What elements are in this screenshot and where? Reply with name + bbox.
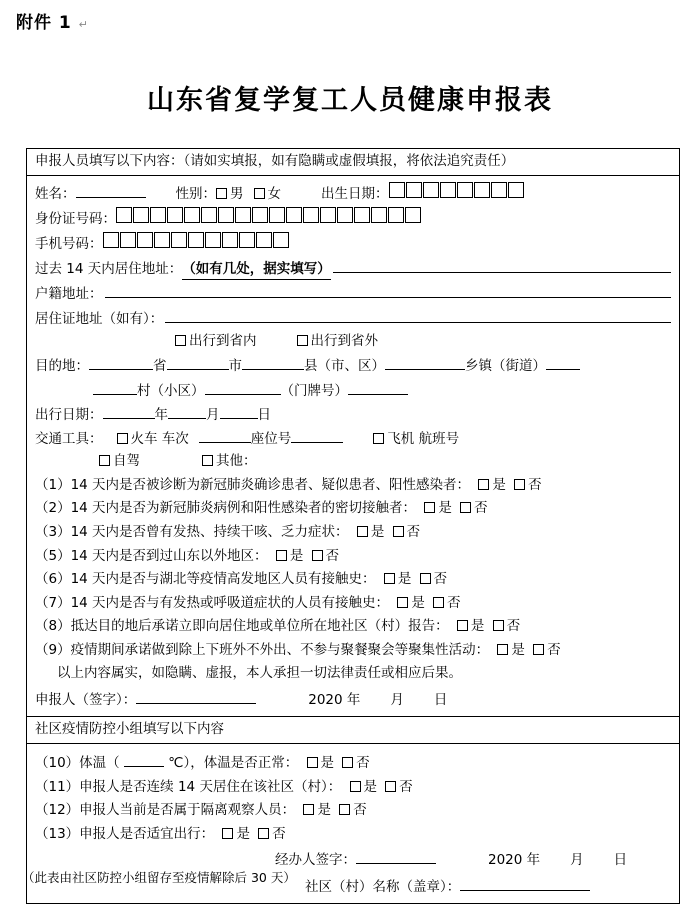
checkbox-icon[interactable]: [424, 502, 435, 513]
no-label: 否: [406, 523, 421, 540]
yes-label: 是: [411, 594, 425, 611]
checkbox-icon[interactable]: [384, 573, 395, 584]
yes-label: 是: [317, 802, 331, 819]
checkbox-icon[interactable]: [202, 455, 213, 466]
sign-month-label: 月: [390, 691, 404, 708]
page-title: 山东省复学复工人员健康申报表: [147, 85, 553, 116]
yes-label: 是: [320, 755, 334, 771]
checkbox-icon[interactable]: [350, 781, 361, 792]
checkbox-icon[interactable]: [222, 828, 233, 839]
yes-label: 是: [492, 476, 506, 493]
transport-self-option[interactable]: [99, 452, 140, 472]
row-phone: [35, 232, 671, 255]
yes-label: 是: [236, 825, 250, 842]
question-row: [35, 825, 671, 845]
health-declaration-form: [26, 148, 680, 904]
gender-female-option[interactable]: [254, 185, 282, 205]
transport-other-option[interactable]: [202, 452, 257, 472]
phone-label: 手机号码：: [35, 236, 103, 253]
checkbox-icon[interactable]: [460, 502, 471, 513]
sign-day-label: 日: [613, 852, 628, 869]
checkbox-icon[interactable]: [216, 188, 227, 199]
travel-out-province-option[interactable]: [297, 332, 379, 352]
checkbox-icon[interactable]: [117, 433, 128, 444]
travel-in-province-option[interactable]: [175, 332, 257, 352]
village-label: 村（小区）: [137, 382, 205, 399]
checkbox-icon[interactable]: [420, 573, 431, 584]
train-label: 火车 车次: [130, 431, 189, 448]
yes-label: 是: [397, 571, 412, 588]
question-row-temperature: [35, 752, 671, 774]
seat-number-input[interactable]: [291, 428, 343, 443]
question-text: （12）申报人当前是否属于隔离观察人员：: [35, 802, 296, 819]
checkbox-icon[interactable]: [478, 479, 489, 490]
travel-in-label: 出行到省内: [189, 333, 257, 350]
gender-male-label: 男: [230, 186, 244, 203]
checkbox-icon[interactable]: [342, 757, 353, 768]
row-destination: [35, 355, 671, 377]
checkbox-icon[interactable]: [276, 550, 287, 561]
section2-header: 社区疫情防控小组填写以下内容: [27, 716, 679, 744]
checkbox-icon[interactable]: [339, 804, 350, 815]
no-label: 否: [272, 825, 286, 842]
gender-male-option[interactable]: [216, 185, 244, 205]
no-label: 否: [325, 547, 340, 564]
row-destination-village: [35, 380, 671, 402]
question-row: [35, 523, 671, 543]
no-label: 否: [399, 778, 413, 795]
travel-year-input[interactable]: [103, 404, 155, 419]
question-row: [35, 778, 671, 798]
signer-label: 申报人（签字）：: [35, 691, 137, 708]
idcard-label: 身份证号码：: [35, 211, 116, 228]
address14-note: （如有几处，据实填写）: [182, 260, 331, 281]
question-text: （8）抵达目的地后承诺立即向居住地或单位所在地社区（村）报告：: [35, 618, 449, 635]
destination-label: 目的地：: [35, 358, 89, 374]
travel-out-label: 出行到省外: [310, 333, 378, 350]
row-travel-date: [35, 404, 671, 426]
row-idcard: [35, 207, 671, 230]
hukou-input[interactable]: [105, 283, 672, 298]
door-number-label: （门牌号）: [280, 382, 348, 399]
village-input-pre[interactable]: [93, 380, 137, 395]
checkbox-icon[interactable]: [493, 620, 504, 631]
row-travel-scope: [35, 332, 671, 352]
section1-body: [27, 176, 679, 717]
checkbox-icon[interactable]: [357, 526, 368, 537]
attachment-label: [16, 8, 89, 33]
question-row: [35, 476, 671, 496]
destination-county-label: 县（市、区）: [304, 358, 385, 374]
community-input[interactable]: [460, 876, 590, 891]
yes-label: 是: [470, 618, 485, 635]
row-transport-2: [35, 452, 671, 472]
destination-town-label: 乡镇（街道）: [465, 358, 546, 374]
signer-input[interactable]: [136, 689, 256, 704]
travel-day-input[interactable]: [220, 404, 258, 419]
door-number-input[interactable]: [348, 380, 408, 395]
temperature-label-a: （10）体温（: [35, 755, 120, 771]
village-input[interactable]: [205, 380, 281, 395]
row-signature: [35, 689, 671, 711]
phone-input-boxes[interactable]: [103, 232, 289, 248]
transport-train-option[interactable]: [117, 430, 189, 450]
other-transport-label: 其他：: [216, 453, 257, 470]
temperature-label-b: ℃），体温是否正常：: [168, 755, 299, 771]
no-label: 否: [433, 571, 448, 588]
destination-province-input[interactable]: [89, 355, 153, 370]
question-row: [35, 499, 671, 519]
no-label: 否: [474, 500, 488, 517]
question-row: [35, 594, 671, 614]
question-text: （11）申报人是否连续 14 天居住在该社区（村）：: [35, 778, 342, 795]
gender-label: 性别：: [175, 186, 216, 203]
question-text: （6）14 天内是否与湖北等疫情高发地区人员有接触史：: [35, 571, 376, 588]
question-text: （9）疫情期间承诺做到除上下班外不外出、不参与聚餐聚会等聚集性活动：: [35, 641, 490, 658]
checkbox-icon[interactable]: [433, 597, 444, 608]
question-text: （1）14 天内是否被诊断为新冠肺炎确诊患者、疑似患者、阳性感染者：: [35, 476, 471, 493]
checkbox-icon[interactable]: [99, 455, 110, 466]
question-row: [35, 570, 671, 590]
question-text: （7）14 天内是否与有发热或呼吸道症状的人员有接触史：: [35, 594, 390, 611]
yes-label: 是: [370, 523, 385, 540]
hukou-label: 户籍地址：: [35, 286, 103, 303]
checkbox-icon[interactable]: [385, 781, 396, 792]
checkbox-icon[interactable]: [175, 335, 186, 346]
no-label: 否: [506, 618, 521, 635]
no-label: 否: [528, 476, 542, 493]
sign-month-label: 月: [570, 852, 584, 869]
address14-label: 过去 14 天内居住地址：: [35, 260, 183, 277]
footnote: （此表由社区防控小组留存至疫情解除后 30 天）: [22, 870, 296, 885]
name-label: 姓名：: [35, 186, 76, 203]
question-row: [35, 801, 671, 821]
question-text: （3）14 天内是否曾有发热、持续干咳、乏力症状：: [35, 523, 349, 540]
handler-label: 经办人签字：: [275, 852, 356, 869]
plane-label: 飞机 航班号: [387, 431, 460, 448]
sign-year-label: 2020 年: [488, 852, 541, 869]
sign-day-label: 日: [433, 691, 448, 708]
question-text: （5）14 天内是否到过山东以外地区：: [35, 547, 268, 564]
residence-label: 居住证地址（如有）：: [35, 310, 164, 327]
temperature-input[interactable]: [124, 752, 164, 767]
checkbox-icon[interactable]: [373, 433, 384, 444]
destination-province-label: 省: [153, 358, 167, 374]
birth-label: 出生日期：: [321, 186, 389, 203]
question-row: [35, 617, 671, 637]
address14-input[interactable]: [333, 258, 671, 273]
travel-month-input[interactable]: [168, 404, 206, 419]
checkbox-icon[interactable]: [514, 479, 525, 490]
no-label: 否: [353, 802, 367, 819]
checkbox-icon[interactable]: [312, 550, 323, 561]
sign-year-label: 2020 年: [308, 691, 361, 708]
community-label: 社区（村）名称（盖章）：: [305, 878, 461, 895]
pilcrow-mark: ↵: [78, 18, 89, 31]
row-transport: [35, 428, 671, 450]
row-hukou-address: [35, 283, 671, 305]
question-text: （2）14 天内是否为新冠肺炎病例和阳性感染者的密切接触者：: [35, 500, 417, 517]
yes-label: 是: [289, 547, 304, 564]
destination-town-input[interactable]: [385, 355, 465, 370]
row-residence-address: [35, 308, 671, 330]
birth-date-boxes[interactable]: [389, 182, 524, 198]
checkbox-icon[interactable]: [297, 335, 308, 346]
checkbox-icon[interactable]: [397, 597, 408, 608]
checkbox-icon[interactable]: [457, 620, 468, 631]
no-label: 否: [547, 641, 561, 658]
travel-date-label: 出行日期：: [35, 407, 103, 424]
gender-female-label: 女: [267, 186, 281, 203]
handler-input[interactable]: [356, 849, 436, 864]
year-label: 年: [154, 407, 168, 424]
seat-label: 座位号: [250, 431, 292, 448]
checkbox-icon[interactable]: [307, 757, 318, 768]
day-label: 日: [257, 407, 271, 424]
checkbox-icon[interactable]: [533, 644, 544, 655]
checkbox-icon[interactable]: [303, 804, 314, 815]
checkbox-icon[interactable]: [497, 644, 508, 655]
question-text: （13）申报人是否适宜出行：: [35, 825, 215, 842]
destination-city-label: 市: [228, 358, 242, 374]
transport-label: 交通工具：: [35, 431, 103, 448]
train-number-input[interactable]: [199, 428, 251, 443]
transport-plane-option[interactable]: [373, 430, 459, 450]
yes-label: 是: [438, 500, 452, 517]
question-row: [35, 547, 671, 567]
destination-town-input2[interactable]: [546, 355, 580, 370]
self-drive-label: 自驾: [113, 453, 140, 470]
yes-label: 是: [511, 641, 525, 658]
idcard-input-boxes[interactable]: [116, 207, 421, 223]
no-label: 否: [447, 594, 461, 611]
question-row: [35, 641, 671, 661]
residence-input[interactable]: [165, 308, 671, 323]
yes-label: 是: [363, 778, 377, 795]
declaration-text: 以上内容属实，如隐瞒、虚报，本人承担一切法律责任或相应后果。: [57, 665, 462, 682]
checkbox-icon[interactable]: [258, 828, 269, 839]
checkbox-icon[interactable]: [254, 188, 265, 199]
no-label: 否: [356, 755, 370, 771]
row-name-gender-birth: [35, 182, 671, 205]
row-address-14days: [35, 258, 671, 281]
section1-header: 申报人员填写以下内容：（请如实填报，如有隐瞒或虚假填报，将依法追究责任）: [27, 149, 679, 176]
attachment-text: 附件 1: [16, 13, 72, 33]
destination-city-input[interactable]: [167, 355, 229, 370]
checkbox-icon[interactable]: [393, 526, 404, 537]
month-label: 月: [206, 407, 220, 424]
destination-county-input[interactable]: [242, 355, 304, 370]
name-input[interactable]: [76, 183, 146, 198]
